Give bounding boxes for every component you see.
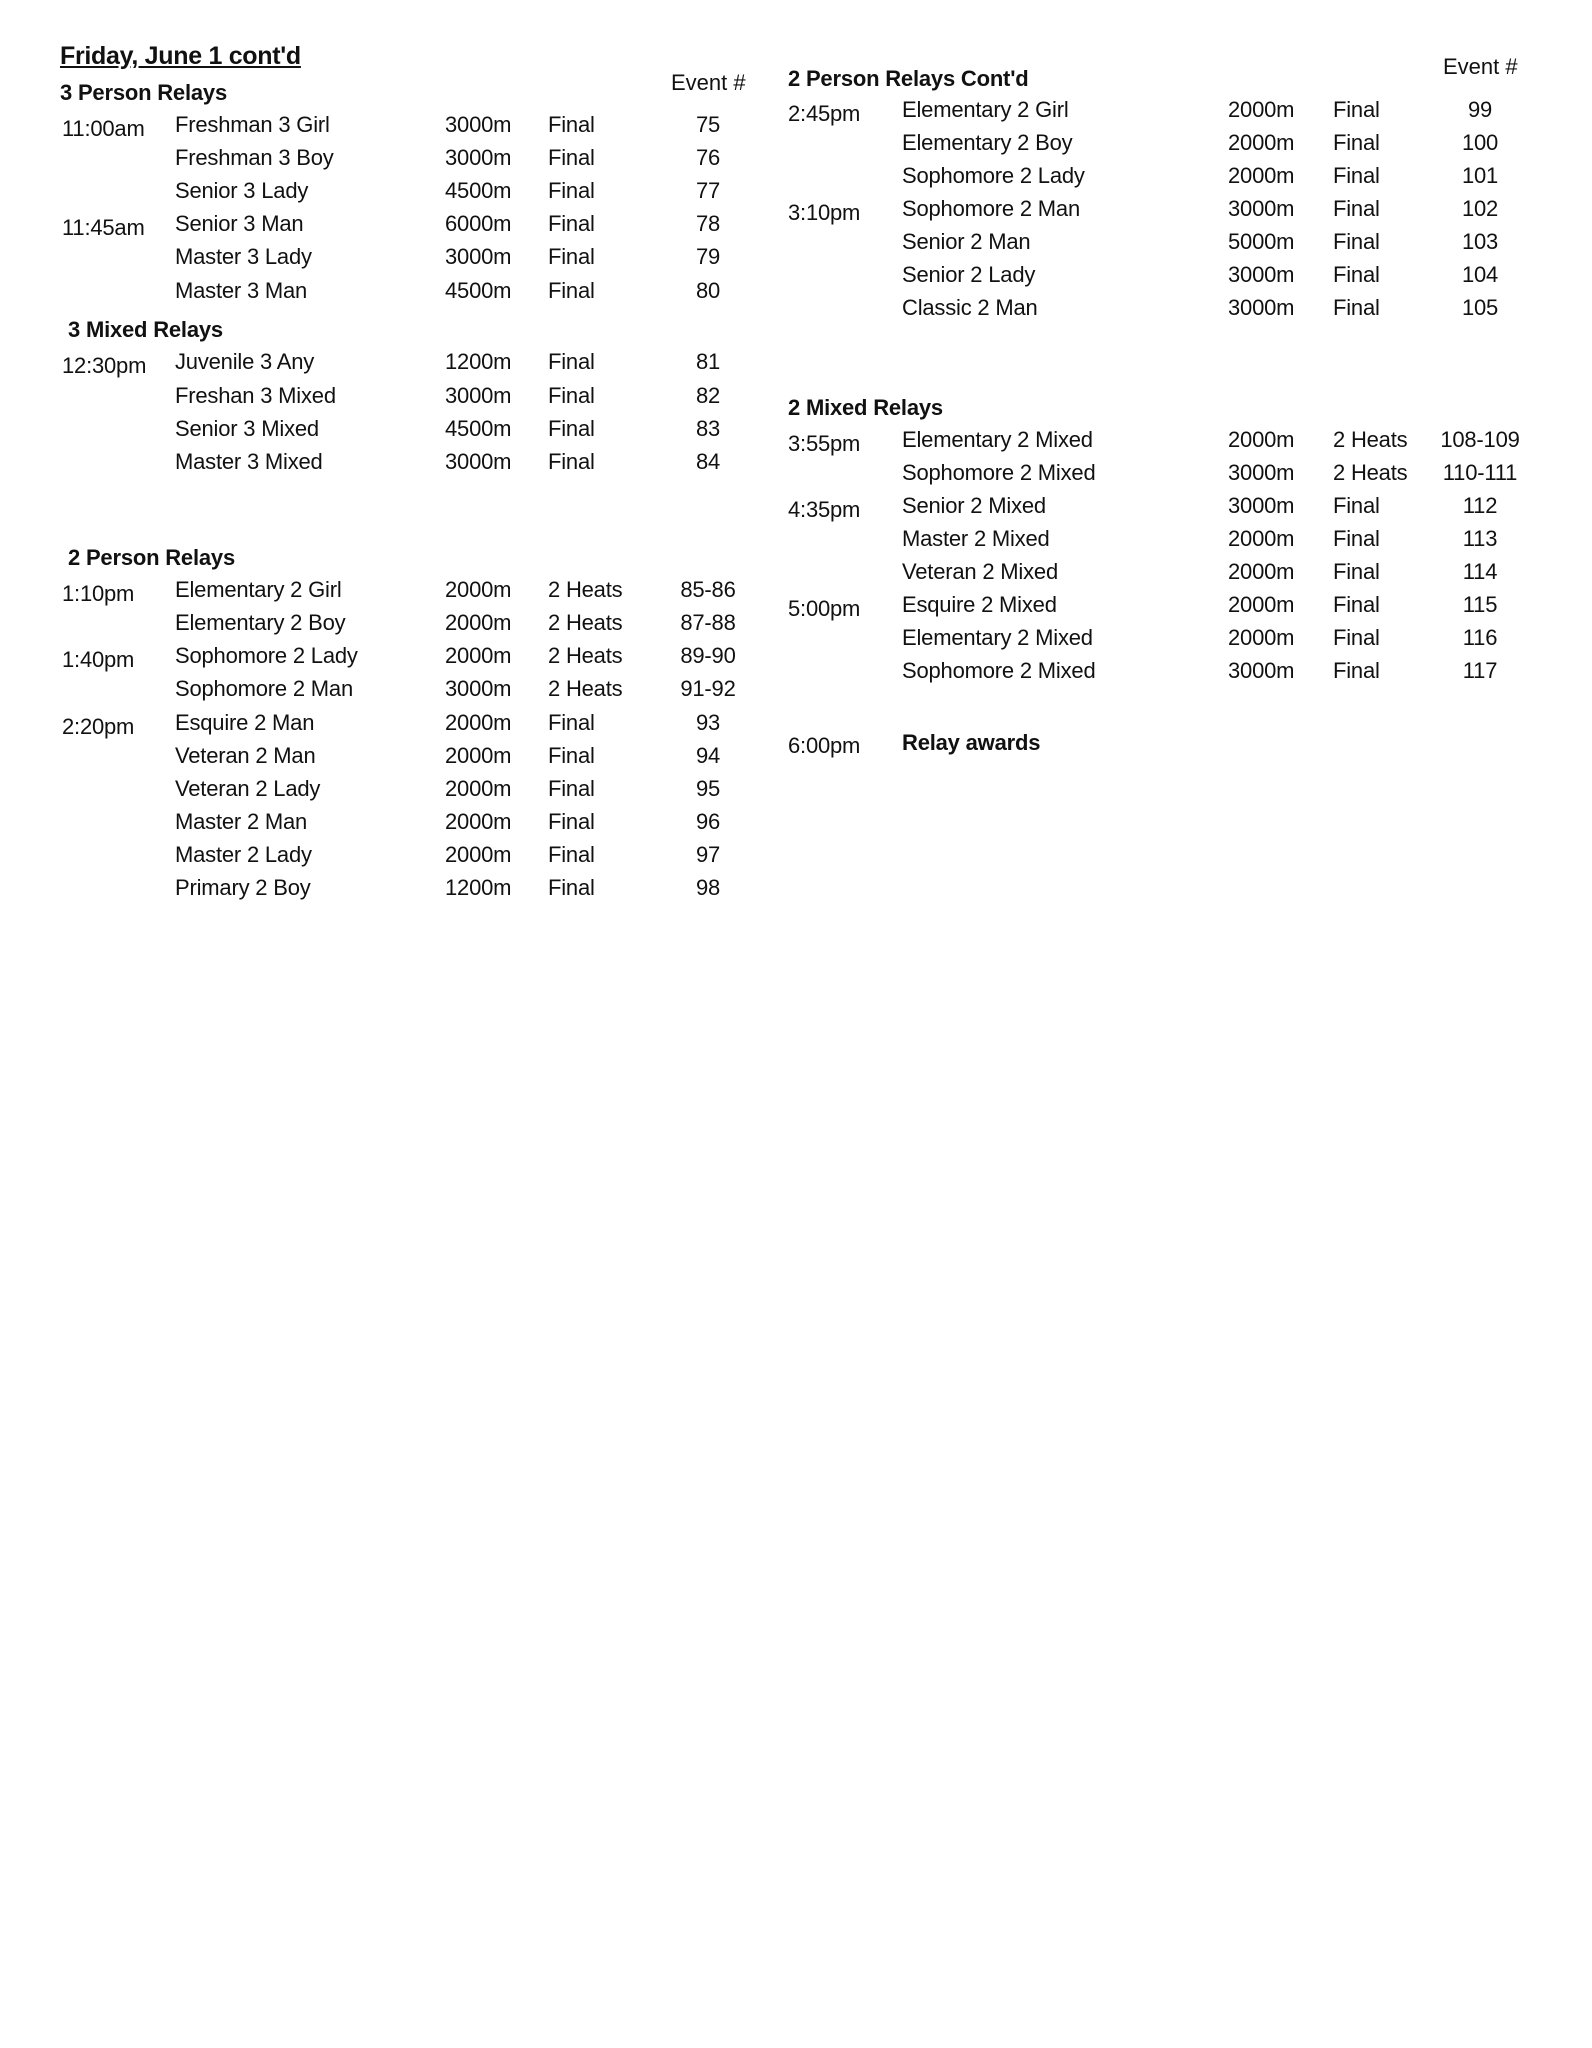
event-time: 11:45am <box>62 215 145 240</box>
event-number: 80 <box>695 278 721 303</box>
event-name: Elementary 2 Mixed <box>902 427 1093 452</box>
event-round: Final <box>548 178 595 203</box>
event-time: 11:00am <box>62 116 145 141</box>
section-heading: 2 Mixed Relays <box>788 395 943 420</box>
event-distance: 2000m <box>445 842 512 867</box>
event-number: 75 <box>695 112 721 137</box>
event-name: Senior 2 Man <box>902 229 1031 254</box>
event-distance: 2000m <box>1228 427 1295 452</box>
section-heading: 2 Person Relays <box>68 545 235 570</box>
event-distance: 3000m <box>1228 295 1295 320</box>
event-number: 100 <box>1461 130 1499 155</box>
event-name: Master 2 Mixed <box>902 526 1050 551</box>
event-name: Sophomore 2 Man <box>902 196 1080 221</box>
event-distance: 4500m <box>445 178 512 203</box>
event-distance: 2000m <box>445 643 512 668</box>
event-name: Freshan 3 Mixed <box>175 383 336 408</box>
event-name: Sophomore 2 Lady <box>902 163 1085 188</box>
event-distance: 5000m <box>1228 229 1295 254</box>
event-number: 105 <box>1461 295 1499 320</box>
event-number: 112 <box>1462 493 1498 518</box>
event-time: 2:20pm <box>62 714 135 739</box>
event-round: Final <box>548 875 595 900</box>
event-distance: 3000m <box>445 112 512 137</box>
event-number: 91-92 <box>680 676 736 701</box>
event-name: Classic 2 Man <box>902 295 1038 320</box>
awards-label: Relay awards <box>902 730 1041 755</box>
event-number: 113 <box>1462 526 1498 551</box>
event-round: Final <box>1333 658 1380 683</box>
event-number: 81 <box>695 349 721 374</box>
event-distance: 2000m <box>1228 592 1295 617</box>
event-round: Final <box>1333 97 1380 122</box>
event-round: Final <box>548 278 595 303</box>
event-number: 108-109 <box>1440 427 1520 452</box>
event-round: Final <box>1333 229 1380 254</box>
event-distance: 2000m <box>1228 559 1295 584</box>
event-name: Veteran 2 Mixed <box>902 559 1058 584</box>
event-number: 104 <box>1461 262 1499 287</box>
event-distance: 2000m <box>1228 130 1295 155</box>
event-number: 77 <box>695 178 721 203</box>
event-distance: 3000m <box>445 145 512 170</box>
event-number: 94 <box>695 743 721 768</box>
event-round: 2 Heats <box>1333 460 1408 485</box>
event-name: Master 3 Man <box>175 278 308 303</box>
event-distance: 2000m <box>445 809 512 834</box>
event-name: Freshman 3 Girl <box>175 112 330 137</box>
event-round: Final <box>1333 493 1380 518</box>
section-heading: 3 Mixed Relays <box>68 317 223 342</box>
event-distance: 2000m <box>1228 625 1295 650</box>
event-round: Final <box>548 211 595 236</box>
event-distance: 1200m <box>445 875 512 900</box>
event-distance: 1200m <box>445 349 512 374</box>
event-round: Final <box>548 416 595 441</box>
event-name: Juvenile 3 Any <box>175 349 315 374</box>
event-number: 83 <box>695 416 721 441</box>
event-round: Final <box>548 112 595 137</box>
event-distance: 3000m <box>445 383 512 408</box>
event-number: 95 <box>695 776 721 801</box>
event-number: 97 <box>695 842 721 867</box>
event-name: Sophomore 2 Mixed <box>902 658 1096 683</box>
event-number: 89-90 <box>680 643 736 668</box>
event-name: Primary 2 Boy <box>175 875 311 900</box>
event-distance: 2000m <box>1228 526 1295 551</box>
event-distance: 3000m <box>445 676 512 701</box>
event-name: Freshman 3 Boy <box>175 145 334 170</box>
event-name: Elementary 2 Girl <box>902 97 1069 122</box>
event-name: Esquire 2 Mixed <box>902 592 1057 617</box>
event-round: Final <box>548 776 595 801</box>
event-name: Sophomore 2 Man <box>175 676 353 701</box>
event-number: 78 <box>695 211 721 236</box>
event-name: Veteran 2 Lady <box>175 776 321 801</box>
event-round: 2 Heats <box>548 577 623 602</box>
event-time: 3:10pm <box>788 200 861 225</box>
event-number-header-left: Event # <box>671 70 746 95</box>
event-time: 5:00pm <box>788 596 861 621</box>
event-distance: 3000m <box>1228 658 1295 683</box>
event-name: Elementary 2 Boy <box>902 130 1073 155</box>
event-round: Final <box>1333 559 1380 584</box>
page-title: Friday, June 1 cont'd <box>60 42 301 70</box>
event-round: Final <box>548 710 595 735</box>
section-heading: 3 Person Relays <box>60 80 227 105</box>
event-number: 110-111 <box>1442 460 1518 485</box>
event-time: 12:30pm <box>62 353 147 378</box>
event-distance: 3000m <box>445 449 512 474</box>
event-number-header-right: Event # <box>1443 54 1518 79</box>
event-round: Final <box>1333 262 1380 287</box>
event-number: 93 <box>695 710 721 735</box>
event-number: 76 <box>695 145 721 170</box>
event-number: 82 <box>695 383 721 408</box>
event-distance: 3000m <box>1228 460 1295 485</box>
event-name: Esquire 2 Man <box>175 710 315 735</box>
event-number: 99 <box>1467 97 1493 122</box>
event-distance: 2000m <box>445 710 512 735</box>
event-number: 87-88 <box>680 610 736 635</box>
event-distance: 2000m <box>445 610 512 635</box>
event-name: Senior 2 Mixed <box>902 493 1046 518</box>
event-round: Final <box>548 349 595 374</box>
event-number: 117 <box>1462 658 1498 683</box>
event-distance: 2000m <box>445 743 512 768</box>
event-round: Final <box>1333 625 1380 650</box>
event-round: Final <box>1333 526 1380 551</box>
event-round: Final <box>548 244 595 269</box>
event-round: Final <box>548 842 595 867</box>
event-name: Sophomore 2 Mixed <box>902 460 1096 485</box>
event-name: Veteran 2 Man <box>175 743 316 768</box>
event-distance: 4500m <box>445 278 512 303</box>
event-distance: 2000m <box>1228 97 1295 122</box>
event-distance: 2000m <box>1228 163 1295 188</box>
event-round: Final <box>1333 163 1380 188</box>
event-distance: 3000m <box>445 244 512 269</box>
event-name: Master 2 Lady <box>175 842 312 867</box>
event-number: 96 <box>695 809 721 834</box>
event-round: Final <box>548 743 595 768</box>
event-round: Final <box>1333 592 1380 617</box>
event-round: Final <box>1333 196 1380 221</box>
awards-time: 6:00pm <box>788 733 861 758</box>
event-round: Final <box>1333 295 1380 320</box>
event-name: Senior 3 Man <box>175 211 304 236</box>
event-distance: 6000m <box>445 211 512 236</box>
event-time: 1:10pm <box>62 581 135 606</box>
event-distance: 2000m <box>445 776 512 801</box>
event-distance: 3000m <box>1228 196 1295 221</box>
event-round: Final <box>548 809 595 834</box>
event-time: 2:45pm <box>788 101 861 126</box>
event-number: 85-86 <box>680 577 736 602</box>
event-number: 101 <box>1461 163 1499 188</box>
event-time: 1:40pm <box>62 647 135 672</box>
event-round: 2 Heats <box>548 610 623 635</box>
event-round: Final <box>548 383 595 408</box>
event-round: 2 Heats <box>1333 427 1408 452</box>
event-number: 116 <box>1462 625 1498 650</box>
event-number: 115 <box>1462 592 1498 617</box>
event-number: 102 <box>1461 196 1499 221</box>
event-name: Senior 3 Mixed <box>175 416 319 441</box>
event-distance: 3000m <box>1228 262 1295 287</box>
event-name: Sophomore 2 Lady <box>175 643 358 668</box>
event-number: 98 <box>695 875 721 900</box>
event-number: 79 <box>695 244 721 269</box>
event-round: Final <box>548 145 595 170</box>
event-time: 3:55pm <box>788 431 861 456</box>
event-name: Master 2 Man <box>175 809 308 834</box>
event-name: Elementary 2 Girl <box>175 577 342 602</box>
event-number: 84 <box>695 449 721 474</box>
event-round: 2 Heats <box>548 643 623 668</box>
event-round: Final <box>548 449 595 474</box>
event-round: Final <box>1333 130 1380 155</box>
event-name: Elementary 2 Boy <box>175 610 346 635</box>
event-time: 4:35pm <box>788 497 861 522</box>
section-heading: 2 Person Relays Cont'd <box>788 66 1029 91</box>
event-name: Senior 2 Lady <box>902 262 1036 287</box>
event-number: 114 <box>1462 559 1498 584</box>
event-distance: 4500m <box>445 416 512 441</box>
event-number: 103 <box>1461 229 1499 254</box>
event-distance: 2000m <box>445 577 512 602</box>
event-name: Master 3 Mixed <box>175 449 323 474</box>
event-name: Master 3 Lady <box>175 244 312 269</box>
event-name: Senior 3 Lady <box>175 178 309 203</box>
event-round: 2 Heats <box>548 676 623 701</box>
event-name: Elementary 2 Mixed <box>902 625 1093 650</box>
event-distance: 3000m <box>1228 493 1295 518</box>
